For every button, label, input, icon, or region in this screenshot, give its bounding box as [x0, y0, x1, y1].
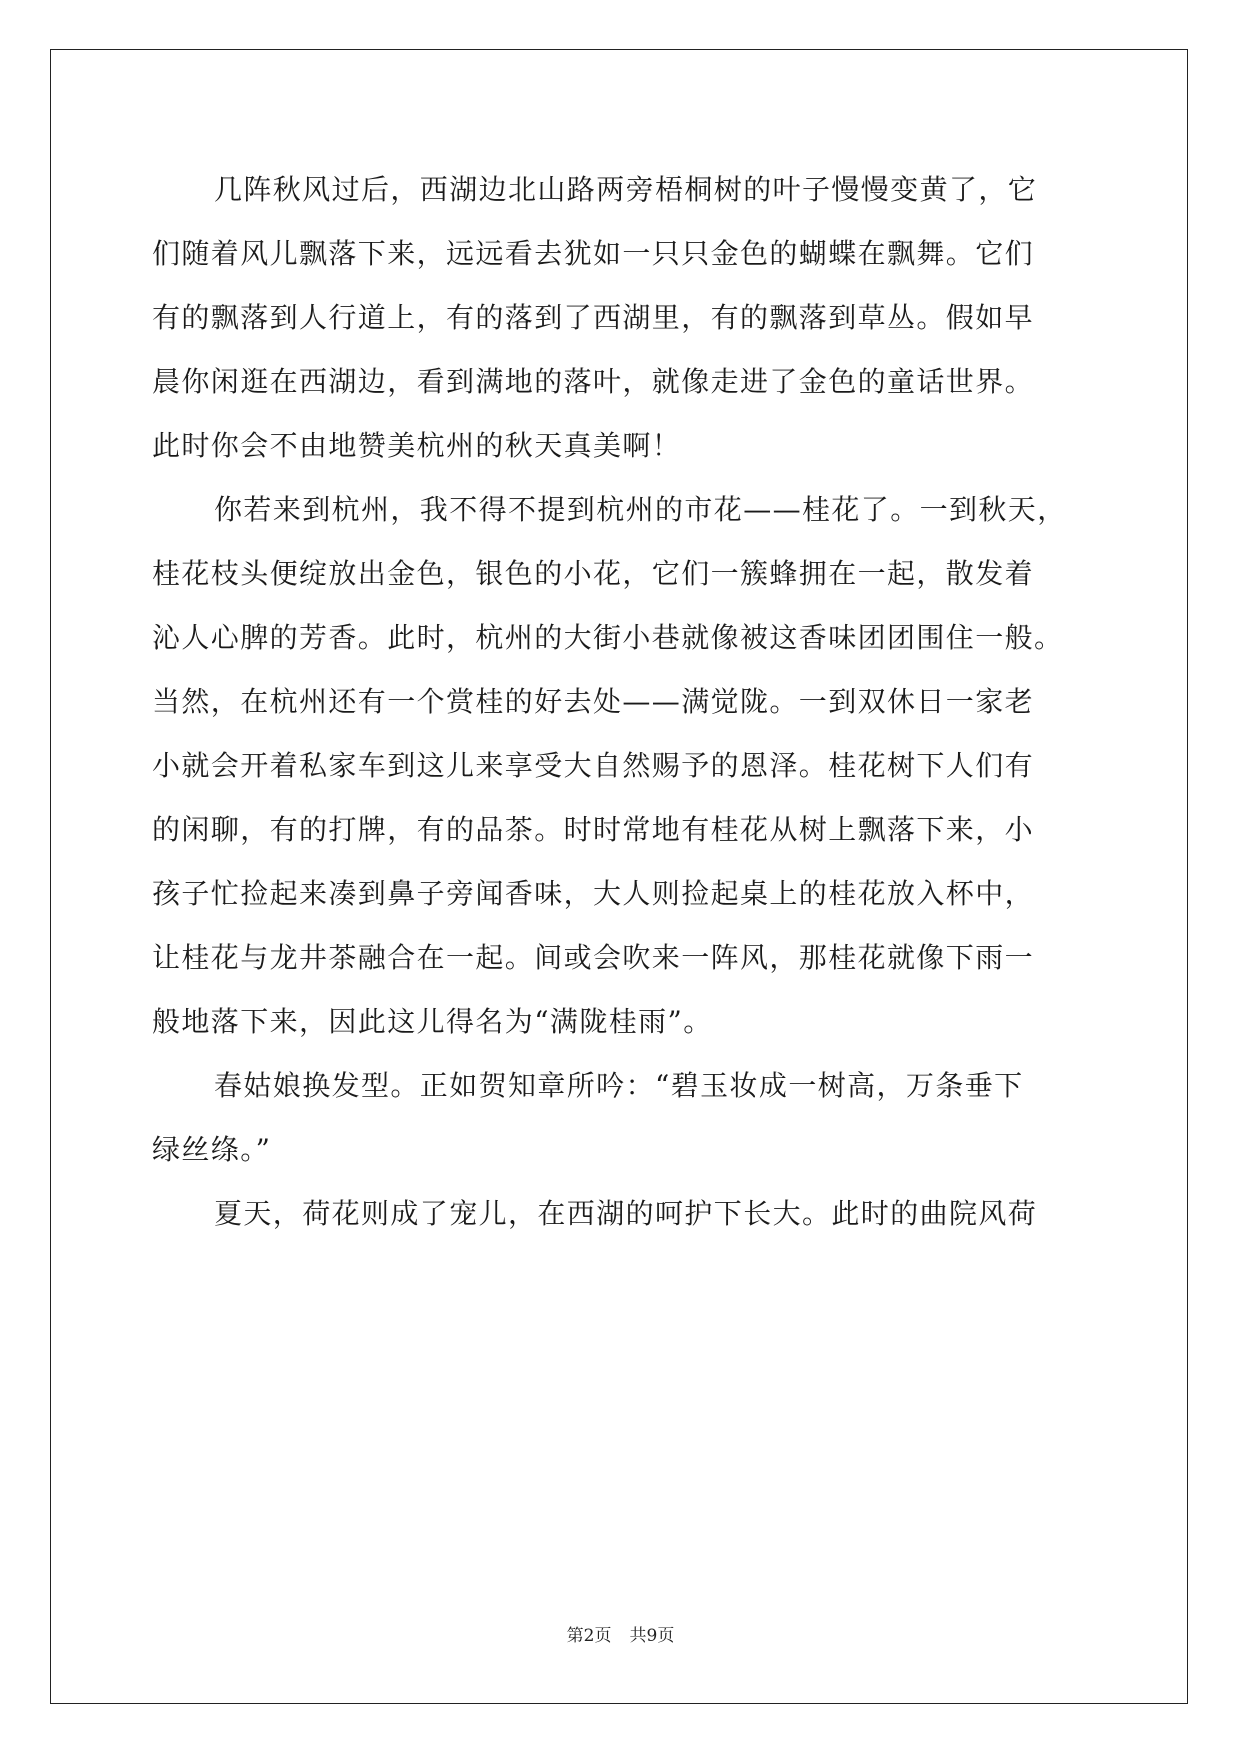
paragraph-osmanthus — [152, 478, 1088, 1054]
text-line: 桂花枝头便绽放出金色，银色的小花，它们一簇蜂拥在一起，散发着 — [152, 557, 1035, 590]
text-line: 春姑娘换发型。正如贺知章所吟：“碧玉妆成一树高，万条垂下 — [214, 1069, 1024, 1102]
text-line: 晨你闲逛在西湖边，看到满地的落叶，就像走进了金色的童话世界。 — [152, 365, 1035, 398]
text-line: 有的飘落到人行道上，有的落到了西湖里，有的飘落到草丛。假如早 — [152, 301, 1035, 334]
text-line: 当然，在杭州还有一个赏桂的好去处——满觉陇。一到双休日一家老 — [152, 685, 1035, 718]
text-line: 般地落下来，因此这儿得名为“满陇桂雨”。 — [152, 1005, 713, 1038]
paragraph-autumn-leaves — [152, 158, 1088, 478]
text-line: 几阵秋风过后，西湖边北山路两旁梧桐树的叶子慢慢变黄了，它 — [214, 173, 1038, 206]
text-line: 夏天，荷花则成了宠儿，在西湖的呵护下长大。此时的曲院风荷 — [214, 1197, 1038, 1230]
text-line: 绿丝绦。” — [152, 1133, 272, 1166]
text-line: 此时你会不由地赞美杭州的秋天真美啊！ — [152, 429, 682, 462]
text-line: 沁人心脾的芳香。此时，杭州的大街小巷就像被这香味团团围住一般。 — [152, 621, 1064, 654]
paragraph-summer — [152, 1182, 1088, 1246]
paragraph-spring — [152, 1054, 1088, 1182]
page-total: 共9页 — [629, 1626, 675, 1646]
page-footer — [0, 1621, 1241, 1646]
text-line: 的闲聊，有的打牌，有的品茶。时时常地有桂花从树上飘落下来，小 — [152, 813, 1035, 846]
page-number: 第2页 — [566, 1626, 612, 1646]
text-line: 你若来到杭州，我不得不提到杭州的市花——桂花了。一到秋天， — [214, 493, 1067, 526]
text-line: 让桂花与龙井茶融合在一起。间或会吹来一阵风，那桂花就像下雨一 — [152, 941, 1035, 974]
text-line: 小就会开着私家车到这儿来享受大自然赐予的恩泽。桂花树下人们有 — [152, 749, 1035, 782]
document-body — [152, 158, 1088, 1246]
text-line: 们随着风儿飘落下来，远远看去犹如一只只金色的蝴蝶在飘舞。它们 — [152, 237, 1035, 270]
text-line: 孩子忙捡起来凑到鼻子旁闻香味，大人则捡起桌上的桂花放入杯中， — [152, 877, 1035, 910]
